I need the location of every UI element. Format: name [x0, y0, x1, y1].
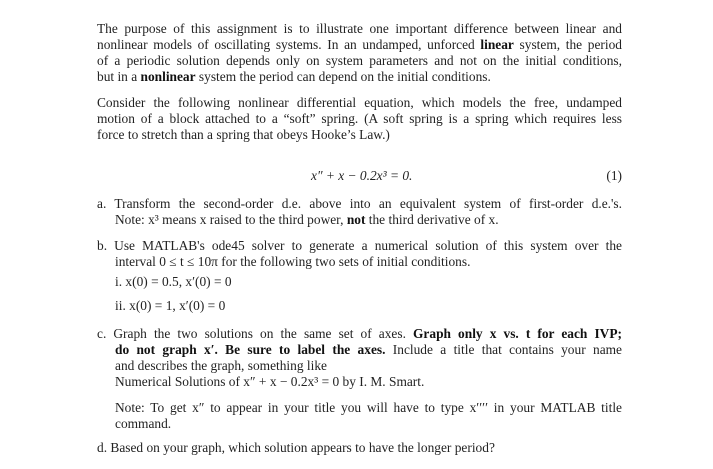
part-c-line-3: and describes the graph, something like: [115, 358, 327, 373]
initial-condition-i: i. x(0) = 0.5, x′(0) = 0: [115, 274, 232, 289]
consider-line-2: motion of a block attached to a “soft” spring. (A soft spring is a spring which requires less: [97, 111, 622, 126]
part-b-line-1: b. Use MATLAB's ode45 solver to generate a numerical solution of this system over the: [97, 238, 622, 253]
bold-nonlinear: nonlinear: [140, 69, 196, 84]
bold-not: not: [346, 212, 366, 227]
part-a-line-2: [115, 212, 622, 228]
bold-instruction: do not graph x′. Be sure to label the axes.: [115, 342, 386, 357]
text: but in a: [97, 69, 141, 84]
consider-line-3: force to stretch than a spring that obeys Hooke’s Law.): [97, 127, 390, 142]
text: nonlinear models of oscillating systems. In an undamped, unforced: [97, 37, 481, 52]
part-d-line-1: d. Based on your graph, which solution appears to have the longer period?: [97, 440, 495, 455]
equation-1: [97, 168, 622, 184]
intro-line-4: [97, 69, 622, 85]
part-c-example-title: Numerical Solutions of x″ + x − 0.2x³ = 0 by I. M. Smart.: [115, 374, 425, 389]
intro-line-1: The purpose of this assignment is to illustrate one important difference between linear and: [97, 21, 622, 36]
initial-condition-ii: ii. x(0) = 1, x′(0) = 0: [115, 298, 226, 313]
part-c-note-line-1: Note: To get x″ to appear in your title you will have to type x′′′′ in your MATLAB title: [115, 400, 622, 415]
equation-number: (1): [606, 168, 622, 183]
bold-instruction: Graph only x vs. t for each IVP;: [413, 326, 622, 341]
text: c. Graph the two solutions on the same set of axes.: [97, 326, 414, 341]
part-b-line-2: interval 0 ≤ t ≤ 10π for the following two sets of initial conditions.: [115, 254, 471, 269]
bold-linear: linear: [480, 37, 514, 52]
text: the third derivative of x.: [365, 212, 499, 227]
part-c-line-1: [97, 326, 622, 342]
part-c-line-2: [115, 342, 622, 358]
text: Include a title that contains your name: [385, 342, 622, 357]
intro-line-3: of a periodic solution depends only on system parameters and not on the initial conditions,: [97, 53, 622, 68]
equation-text: x″ + x − 0.2x³ = 0.: [311, 168, 413, 183]
text: system the period can depend on the initial conditions.: [195, 69, 491, 84]
text: Note: x³ means x raised to the third power,: [115, 212, 347, 227]
intro-line-2: [97, 37, 622, 53]
part-a-line-1: a. Transform the second-order d.e. above into an equivalent system of first-order d.e.'s.: [97, 196, 622, 211]
consider-line-1: Consider the following nonlinear differential equation, which models the free, undamped: [97, 95, 622, 110]
text: system, the period: [513, 37, 622, 52]
part-c-note-line-2: command.: [115, 416, 172, 431]
